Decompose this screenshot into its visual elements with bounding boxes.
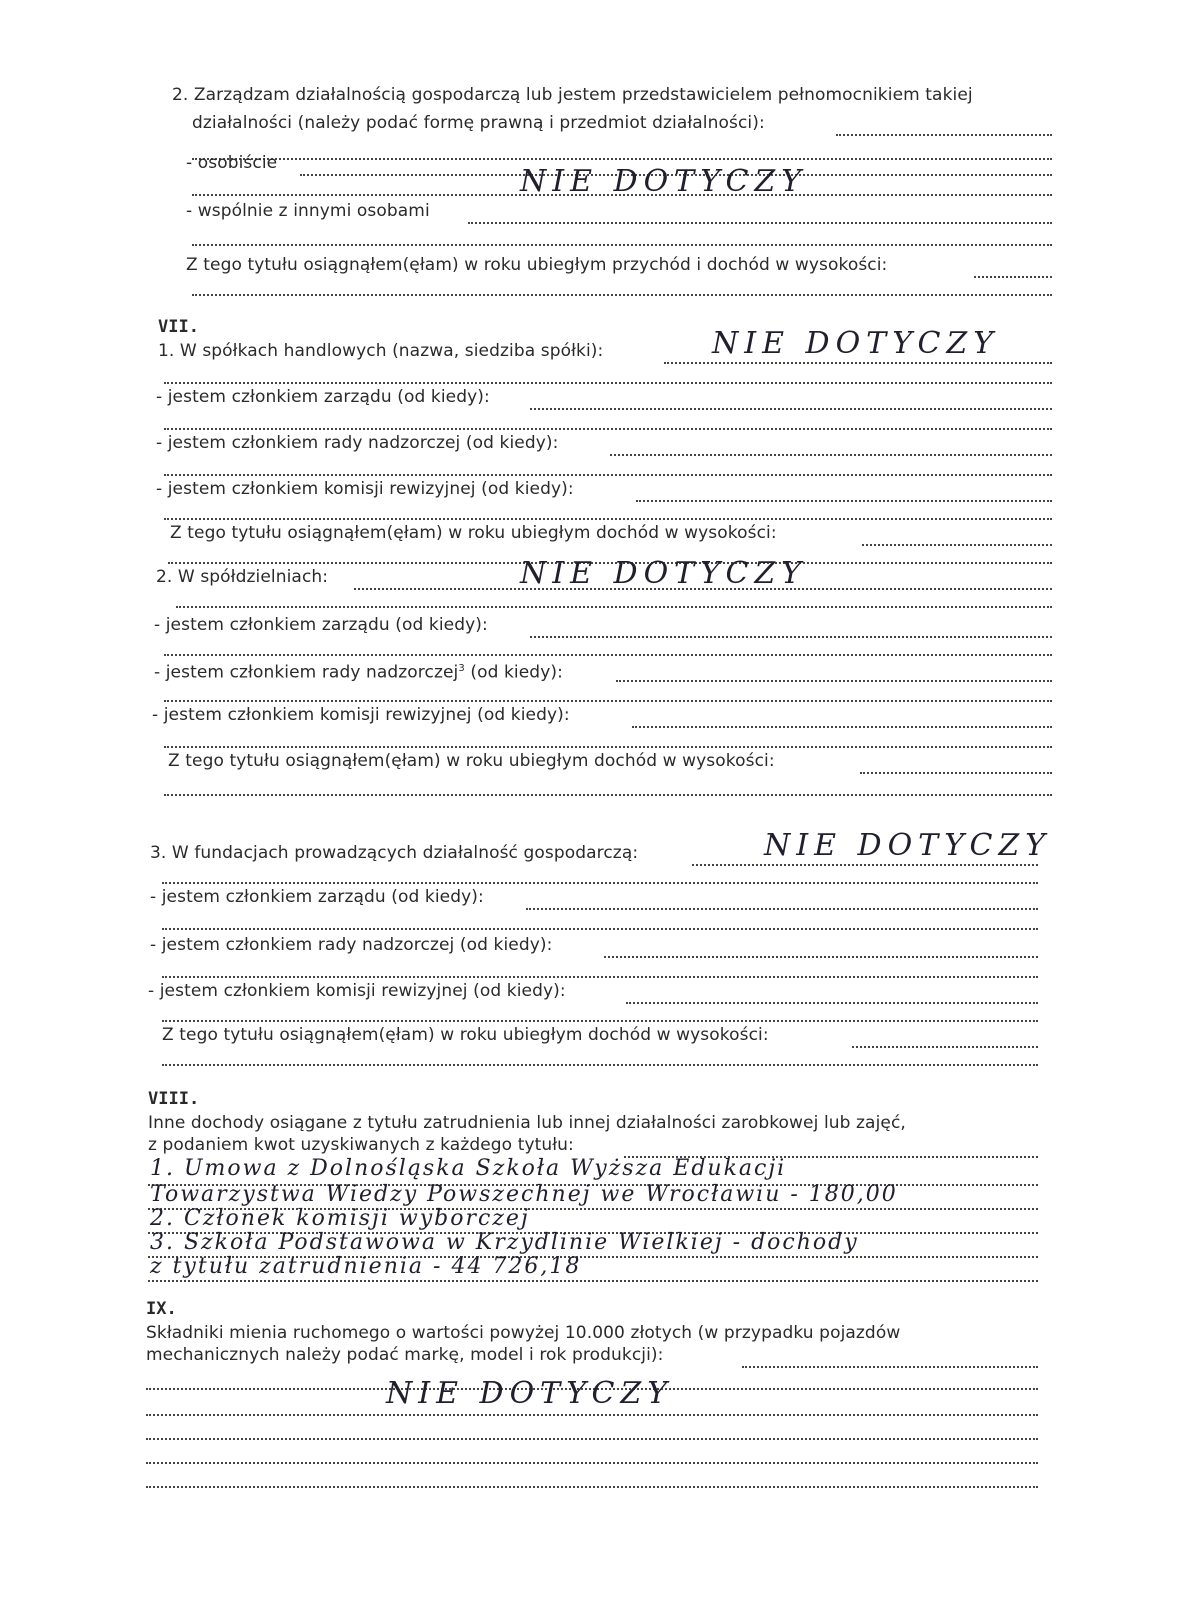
vii1-audit-fill-2[interactable]	[164, 518, 1052, 520]
vii3-label: 3. W fundacjach prowadzących działalność gospodarczą:	[150, 843, 639, 863]
vi2-jointly-fill[interactable]	[468, 222, 1052, 224]
vii3-supervisory-label: - jestem członkiem rady nadzorczej (od kiedy):	[150, 935, 553, 955]
vii2-supervisory-tail: (od kiedy):	[464, 662, 563, 683]
vii2-audit-fill[interactable]	[632, 726, 1052, 728]
vii2-handwritten-answer: NIE DOTYCZY	[520, 556, 808, 591]
vii1-board-fill[interactable]	[530, 408, 1052, 410]
vii3-income-label: Z tego tytułu osiągnąłem(ęłam) w roku ubiegłym dochód w wysokości:	[162, 1025, 769, 1045]
viii-handwritten-line3: 2. Członek komisji wyborczej	[150, 1206, 530, 1231]
vii2-board-fill-2[interactable]	[164, 654, 1052, 656]
vii2-board-label: - jestem członkiem zarządu (od kiedy):	[154, 615, 488, 635]
ix-fill-row4[interactable]	[146, 1462, 1038, 1464]
vii3-audit-fill-2[interactable]	[162, 1020, 1038, 1022]
vi2-intro-fill[interactable]	[836, 134, 1052, 136]
vii3-board-label: - jestem członkiem zarządu (od kiedy):	[150, 887, 484, 907]
ix-handwritten-answer: NIE DOTYCZY	[386, 1376, 674, 1411]
ix-fill[interactable]	[742, 1366, 1038, 1368]
vii1-audit-label: - jestem członkiem komisji rewizyjnej (od kiedy):	[156, 479, 574, 499]
ix-fill-row2[interactable]	[146, 1414, 1038, 1416]
vii2-audit-label: - jestem członkiem komisji rewizyjnej (od kiedy):	[152, 705, 570, 725]
vi2-income-label: Z tego tytułu osiągnąłem(ęłam) w roku ubiegłym przychód i dochód w wysokości:	[186, 255, 888, 275]
vii3-supervisory-fill[interactable]	[604, 956, 1038, 958]
vii3-fill[interactable]	[692, 864, 1038, 866]
vii2-income-label: Z tego tytułu osiągnąłem(ęłam) w roku ubiegłym dochód w wysokości:	[168, 751, 775, 771]
vii1-audit-fill[interactable]	[636, 500, 1052, 502]
vi2-intro-line2: działalności (należy podać formę prawną i przedmiot działalności):	[192, 113, 765, 133]
viii-line2: z podaniem kwot uzyskiwanych z każdego tytułu:	[148, 1135, 574, 1155]
ix-line2: mechanicznych należy podać markę, model i rok produkcji):	[146, 1345, 664, 1365]
vii2-supervisory-label	[154, 658, 563, 684]
viii-handwritten-line5: z tytułu zatrudnienia - 44 726,18	[150, 1254, 582, 1279]
vii1-label: 1. W spółkach handlowych (nazwa, siedziba spółki):	[158, 341, 604, 361]
vii3-board-fill-2[interactable]	[162, 928, 1038, 930]
vii3-income-fill-2[interactable]	[162, 1064, 1038, 1066]
vii3-fill-2[interactable]	[162, 882, 1038, 884]
ix-fill-row5[interactable]	[146, 1486, 1038, 1488]
vi2-income-fill[interactable]	[974, 276, 1052, 278]
section-viii-heading: VIII.	[148, 1089, 200, 1109]
vii2-supervisory-fill-2[interactable]	[164, 700, 1052, 702]
vi2-personally-label: - osobiście	[186, 153, 278, 173]
vii2-label: 2. W spółdzielniach:	[156, 567, 329, 587]
vii1-board-fill-2[interactable]	[164, 428, 1052, 430]
vii1-fill[interactable]	[664, 362, 1052, 364]
vii1-supervisory-label: - jestem członkiem rady nadzorczej (od kiedy):	[156, 433, 559, 453]
vii1-supervisory-fill-2[interactable]	[164, 474, 1052, 476]
vii2-income-fill[interactable]	[860, 772, 1052, 774]
vi2-jointly-fill-2[interactable]	[192, 244, 1052, 246]
vii1-board-label: - jestem członkiem zarządu (od kiedy):	[156, 387, 490, 407]
section-ix-heading: IX.	[146, 1299, 177, 1319]
vii2-supervisory-text: - jestem członkiem rady nadzorczej	[154, 662, 459, 683]
ix-line1: Składniki mienia ruchomego o wartości powyżej 10.000 złotych (w przypadku pojazdów	[146, 1323, 901, 1343]
vii3-audit-fill[interactable]	[626, 1002, 1038, 1004]
vi2-jointly-label: - wspólnie z innymi osobami	[186, 201, 430, 221]
vii3-supervisory-fill-2[interactable]	[162, 976, 1038, 978]
viii-fill-row5[interactable]	[148, 1280, 1038, 1282]
vii2-income-fill-2[interactable]	[164, 794, 1052, 796]
vi2-intro-line1: 2. Zarządzam działalnością gospodarczą lub jestem przedstawicielem pełnomocnikiem takiej	[172, 85, 973, 105]
vii2-board-fill[interactable]	[530, 636, 1052, 638]
vi2-income-fill-2[interactable]	[192, 294, 1052, 296]
vii3-audit-label: - jestem członkiem komisji rewizyjnej (od kiedy):	[148, 981, 566, 1001]
viii-handwritten-line2: Towarzystwa Wiedzy Powszechnej we Wrocławiu - 180,00	[150, 1182, 898, 1207]
vii2-audit-fill-2[interactable]	[164, 746, 1052, 748]
vii3-board-fill[interactable]	[526, 908, 1038, 910]
viii-line1: Inne dochody osiągane z tytułu zatrudnienia lub innej działalności zarobkowej lub zajęć,	[148, 1113, 906, 1133]
vii1-income-label: Z tego tytułu osiągnąłem(ęłam) w roku ubiegłym dochód w wysokości:	[170, 523, 777, 543]
ix-fill-row3[interactable]	[146, 1438, 1038, 1440]
vii1-handwritten-answer: NIE DOTYCZY	[712, 326, 1000, 361]
vii1-supervisory-fill[interactable]	[610, 454, 1052, 456]
vii3-income-fill[interactable]	[852, 1046, 1038, 1048]
footnote-marker: 3	[458, 663, 465, 674]
vi2-handwritten-answer: NIE DOTYCZY	[520, 164, 808, 199]
vi2-form-fill[interactable]	[192, 158, 1052, 160]
viii-handwritten-line1: 1. Umowa z Dolnośląska Szkoła Wyższa Edukacji	[150, 1156, 787, 1181]
vii2-fill-2[interactable]	[176, 606, 1052, 608]
vii1-fill-2[interactable]	[164, 382, 1052, 384]
vii2-supervisory-fill[interactable]	[616, 680, 1052, 682]
viii-handwritten-line4: 3. Szkoła Podstawowa w Krzydlinie Wielkiej - dochody	[150, 1230, 859, 1255]
section-vii-heading: VII.	[158, 317, 199, 337]
vii3-handwritten-answer: NIE DOTYCZY	[764, 828, 1052, 863]
vii1-income-fill[interactable]	[862, 544, 1052, 546]
